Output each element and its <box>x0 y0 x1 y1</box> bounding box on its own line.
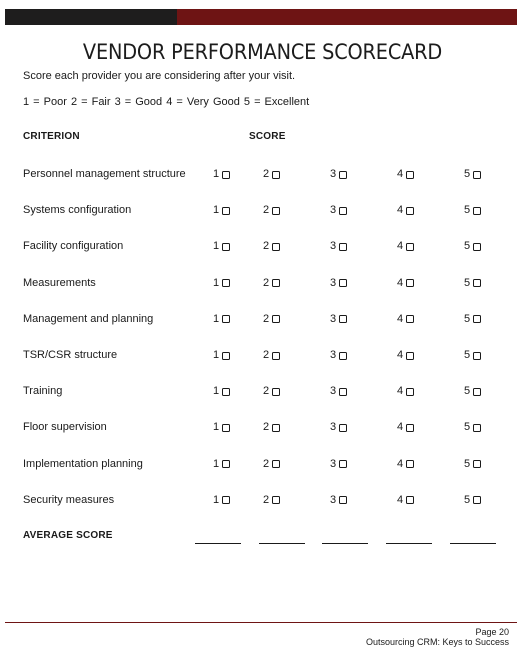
criterion-label: Implementation planning <box>23 457 143 470</box>
header-bar-dark <box>5 9 177 25</box>
score-option-2[interactable] <box>263 349 280 361</box>
score-option-1[interactable] <box>213 168 230 180</box>
score-option-number: 1 <box>213 457 220 470</box>
score-option-number: 2 <box>263 421 270 434</box>
page-title: VENDOR PERFORMANCE SCORECARD <box>82 40 443 64</box>
score-option-3[interactable] <box>330 385 347 397</box>
table-row <box>0 421 525 439</box>
score-option-number: 4 <box>397 168 404 180</box>
score-option-2[interactable] <box>263 204 280 216</box>
rating-legend: 1 = Poor 2 = Fair 3 = Good 4 = Very Good 5 = Excellent <box>23 96 310 108</box>
score-option-2[interactable] <box>263 494 280 506</box>
checkbox-icon[interactable] <box>339 388 347 396</box>
score-option-2[interactable] <box>263 385 280 397</box>
score-option-number: 5 <box>464 457 471 470</box>
score-option-4[interactable] <box>397 494 414 506</box>
score-option-number: 4 <box>397 457 404 470</box>
score-option-number: 1 <box>213 204 220 217</box>
score-option-number: 3 <box>330 276 337 289</box>
checkbox-icon[interactable] <box>406 388 414 396</box>
score-option-4[interactable] <box>397 277 414 289</box>
score-option-number: 4 <box>397 493 404 506</box>
criterion-label: Systems configuration <box>23 204 132 217</box>
score-option-number: 3 <box>330 457 337 470</box>
checkbox-icon[interactable] <box>222 496 230 504</box>
checkbox-icon[interactable] <box>222 243 230 251</box>
score-option-2[interactable] <box>263 458 280 470</box>
score-option-4[interactable] <box>397 458 414 470</box>
checkbox-icon[interactable] <box>473 315 481 323</box>
score-header: SCORE <box>249 131 286 142</box>
criterion-label: Security measures <box>23 493 115 506</box>
score-option-5[interactable] <box>464 458 481 470</box>
score-option-1[interactable] <box>213 204 230 216</box>
score-option-number: 4 <box>397 204 404 217</box>
table-row <box>0 240 525 258</box>
score-option-4[interactable] <box>397 168 414 180</box>
score-option-number: 3 <box>330 204 337 217</box>
table-row <box>0 204 525 222</box>
score-option-number: 5 <box>464 276 471 289</box>
score-option-1[interactable] <box>213 458 230 470</box>
score-option-4[interactable] <box>397 349 414 361</box>
footer-rule <box>5 622 517 623</box>
checkbox-icon[interactable] <box>473 352 481 360</box>
score-option-number: 2 <box>263 349 270 361</box>
score-option-5[interactable] <box>464 349 481 361</box>
score-option-1[interactable] <box>213 421 230 433</box>
score-option-number: 3 <box>330 168 337 180</box>
score-option-1[interactable] <box>213 240 230 252</box>
score-option-number: 5 <box>464 385 471 398</box>
score-option-number: 5 <box>464 204 471 217</box>
score-option-1[interactable] <box>213 313 230 325</box>
checkbox-icon[interactable] <box>272 243 280 251</box>
checkbox-icon[interactable] <box>406 424 414 432</box>
score-option-number: 3 <box>330 349 337 361</box>
score-option-number: 1 <box>213 349 220 361</box>
score-option-5[interactable] <box>464 385 481 397</box>
score-option-number: 2 <box>263 168 270 180</box>
score-option-number: 2 <box>263 457 270 470</box>
score-option-2[interactable] <box>263 421 280 433</box>
book-title: Outsourcing CRM: Keys to Success <box>365 637 509 647</box>
score-option-number: 2 <box>263 240 270 253</box>
checkbox-icon[interactable] <box>339 496 347 504</box>
checkbox-icon[interactable] <box>406 171 414 179</box>
score-option-number: 1 <box>213 312 220 325</box>
checkbox-icon[interactable] <box>406 207 414 215</box>
score-option-3[interactable] <box>330 240 347 252</box>
checkbox-icon[interactable] <box>222 171 230 179</box>
average-score-field-3[interactable] <box>322 543 368 544</box>
checkbox-icon[interactable] <box>339 352 347 360</box>
checkbox-icon[interactable] <box>473 460 481 468</box>
score-option-4[interactable] <box>397 385 414 397</box>
average-score-field-1[interactable] <box>195 543 241 544</box>
score-option-4[interactable] <box>397 313 414 325</box>
score-option-number: 5 <box>464 421 471 434</box>
score-option-number: 2 <box>263 493 270 506</box>
checkbox-icon[interactable] <box>222 460 230 468</box>
criterion-label: Floor supervision <box>23 421 107 434</box>
checkbox-icon[interactable] <box>222 388 230 396</box>
score-option-number: 1 <box>213 421 220 434</box>
score-option-3[interactable] <box>330 349 347 361</box>
score-option-3[interactable] <box>330 277 347 289</box>
table-row <box>0 349 525 367</box>
score-option-number: 2 <box>263 276 270 289</box>
checkbox-icon[interactable] <box>272 388 280 396</box>
checkbox-icon[interactable] <box>272 460 280 468</box>
checkbox-icon[interactable] <box>272 315 280 323</box>
score-option-number: 5 <box>464 312 471 325</box>
score-option-5[interactable] <box>464 240 481 252</box>
checkbox-icon[interactable] <box>222 279 230 287</box>
checkbox-icon[interactable] <box>339 315 347 323</box>
score-option-number: 1 <box>213 168 220 180</box>
average-score-label: AVERAGE SCORE <box>23 530 113 541</box>
checkbox-icon[interactable] <box>339 279 347 287</box>
criterion-label: Measurements <box>23 276 96 289</box>
checkbox-icon[interactable] <box>473 171 481 179</box>
score-option-number: 2 <box>263 312 270 325</box>
checkbox-icon[interactable] <box>272 171 280 179</box>
average-score-field-5[interactable] <box>450 543 496 544</box>
page-footer <box>366 627 509 647</box>
score-option-number: 5 <box>464 349 471 361</box>
table-row <box>0 458 525 476</box>
checkbox-icon[interactable] <box>222 207 230 215</box>
score-option-4[interactable] <box>397 421 414 433</box>
score-option-number: 5 <box>464 240 471 253</box>
score-option-2[interactable] <box>263 277 280 289</box>
checkbox-icon[interactable] <box>272 352 280 360</box>
score-option-3[interactable] <box>330 168 347 180</box>
score-option-1[interactable] <box>213 349 230 361</box>
checkbox-icon[interactable] <box>406 460 414 468</box>
checkbox-icon[interactable] <box>222 352 230 360</box>
score-option-number: 4 <box>397 240 404 253</box>
score-option-number: 3 <box>330 240 337 253</box>
score-option-number: 1 <box>213 493 220 506</box>
checkbox-icon[interactable] <box>406 315 414 323</box>
score-option-5[interactable] <box>464 421 481 433</box>
score-option-number: 2 <box>263 204 270 217</box>
average-score-field-2[interactable] <box>259 543 305 544</box>
score-option-5[interactable] <box>464 168 481 180</box>
score-option-number: 4 <box>397 276 404 289</box>
table-row <box>0 494 525 512</box>
checkbox-icon[interactable] <box>473 207 481 215</box>
score-option-2[interactable] <box>263 313 280 325</box>
checkbox-icon[interactable] <box>272 279 280 287</box>
checkbox-icon[interactable] <box>339 207 347 215</box>
checkbox-icon[interactable] <box>339 424 347 432</box>
score-option-number: 4 <box>397 312 404 325</box>
score-option-number: 1 <box>213 240 220 253</box>
score-option-number: 4 <box>397 385 404 398</box>
instructions-text: Score each provider you are considering after your visit. <box>23 70 296 82</box>
score-option-4[interactable] <box>397 204 414 216</box>
checkbox-icon[interactable] <box>272 207 280 215</box>
score-option-2[interactable] <box>263 168 280 180</box>
table-row <box>0 385 525 403</box>
checkbox-icon[interactable] <box>222 424 230 432</box>
score-option-5[interactable] <box>464 313 481 325</box>
score-option-3[interactable] <box>330 421 347 433</box>
score-option-number: 2 <box>263 385 270 398</box>
checkbox-icon[interactable] <box>406 352 414 360</box>
checkbox-icon[interactable] <box>339 460 347 468</box>
score-option-3[interactable] <box>330 494 347 506</box>
checkbox-icon[interactable] <box>473 279 481 287</box>
checkbox-icon[interactable] <box>406 279 414 287</box>
checkbox-icon[interactable] <box>406 496 414 504</box>
score-option-number: 5 <box>464 168 471 180</box>
checkbox-icon[interactable] <box>272 496 280 504</box>
score-option-2[interactable] <box>263 240 280 252</box>
score-option-3[interactable] <box>330 313 347 325</box>
criterion-label: Facility configuration <box>23 240 124 253</box>
score-option-3[interactable] <box>330 204 347 216</box>
score-option-3[interactable] <box>330 458 347 470</box>
checkbox-icon[interactable] <box>473 388 481 396</box>
checkbox-icon[interactable] <box>222 315 230 323</box>
criterion-label: Management and planning <box>23 312 154 325</box>
score-option-5[interactable] <box>464 277 481 289</box>
checkbox-icon[interactable] <box>339 171 347 179</box>
checkbox-icon[interactable] <box>406 243 414 251</box>
score-option-number: 4 <box>397 421 404 434</box>
table-row <box>0 313 525 331</box>
score-option-1[interactable] <box>213 277 230 289</box>
checkbox-icon[interactable] <box>339 243 347 251</box>
score-option-1[interactable] <box>213 385 230 397</box>
score-option-1[interactable] <box>213 494 230 506</box>
score-option-number: 1 <box>213 276 220 289</box>
table-row <box>0 277 525 295</box>
criterion-label: Personnel management structure <box>23 168 186 180</box>
checkbox-icon[interactable] <box>473 243 481 251</box>
score-option-number: 3 <box>330 421 337 434</box>
criterion-header: CRITERION <box>23 131 80 142</box>
table-row <box>0 168 525 186</box>
criterion-label: Training <box>23 385 63 398</box>
page-number: Page 20 <box>475 627 509 637</box>
average-score-field-4[interactable] <box>386 543 432 544</box>
header-bar-red <box>177 9 517 25</box>
checkbox-icon[interactable] <box>272 424 280 432</box>
checkbox-icon[interactable] <box>473 496 481 504</box>
score-option-number: 3 <box>330 385 337 398</box>
score-option-number: 1 <box>213 385 220 398</box>
score-option-5[interactable] <box>464 204 481 216</box>
score-option-number: 3 <box>330 493 337 506</box>
score-option-number: 5 <box>464 493 471 506</box>
score-option-number: 3 <box>330 312 337 325</box>
score-option-4[interactable] <box>397 240 414 252</box>
score-option-number: 4 <box>397 349 404 361</box>
score-option-5[interactable] <box>464 494 481 506</box>
checkbox-icon[interactable] <box>473 424 481 432</box>
criterion-label: TSR/CSR structure <box>23 349 118 361</box>
